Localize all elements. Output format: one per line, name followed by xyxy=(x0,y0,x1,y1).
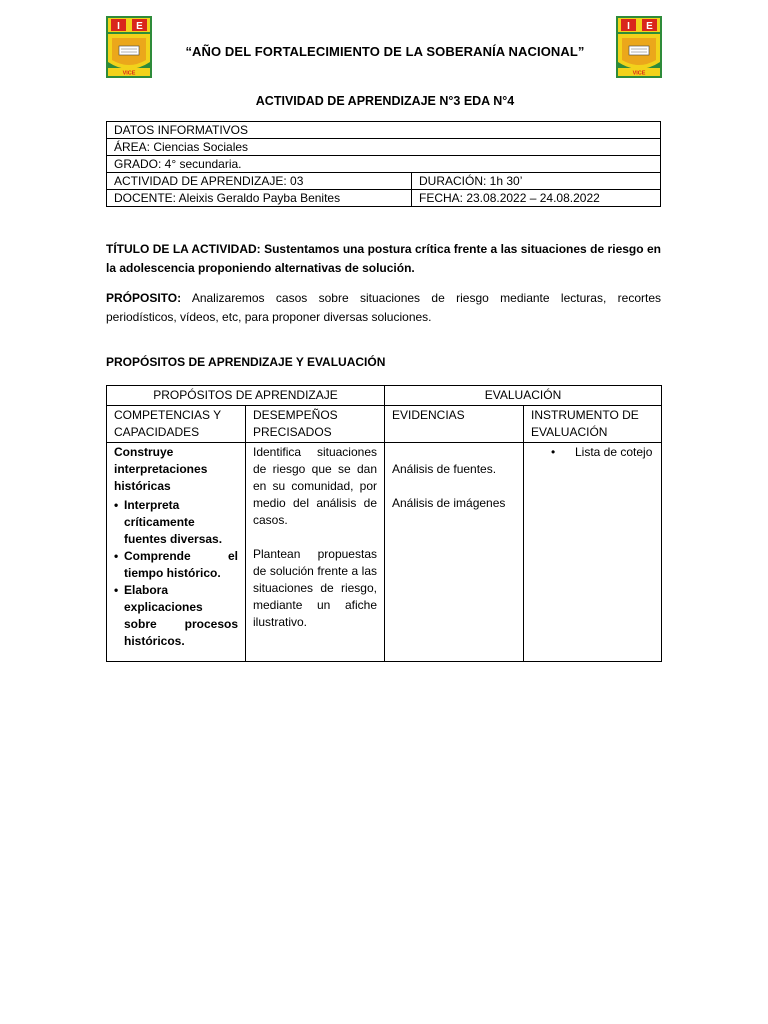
bullet-icon: • xyxy=(114,583,119,597)
performances-cell xyxy=(246,443,385,662)
column-header-evidences: EVIDENCIAS xyxy=(385,406,524,443)
table-row xyxy=(107,190,661,207)
table-row xyxy=(107,122,661,139)
competencies-cell xyxy=(107,443,246,662)
national-motto: “AÑO DEL FORTALECIMIENTO DE LA SOBERANÍA NACIONAL” xyxy=(185,44,585,59)
spacer xyxy=(392,444,516,461)
school-logo-right xyxy=(616,16,662,78)
logo-letter-i: I xyxy=(627,21,630,32)
table-row xyxy=(107,443,662,662)
learning-evaluation-table xyxy=(106,385,662,662)
section-heading: PROPÓSITOS DE APRENDIZAJE Y EVALUACIÓN xyxy=(106,355,386,369)
evidence-text: Análisis de fuentes. xyxy=(392,462,497,476)
table-row xyxy=(107,139,661,156)
table-row xyxy=(107,386,662,406)
bullet-icon: • xyxy=(114,549,119,563)
list-item xyxy=(551,444,654,461)
instrument-cell xyxy=(524,443,662,662)
purpose-text: Analizaremos casos sobre situaciones de riesgo mediante lecturas, recortes periodísticos, vídeos, etc, para proponer diversas soluciones. xyxy=(106,291,661,324)
activity-title-text: Sustentamos una postura crítica frente a las situaciones de riesgo en la adolescencia proponiendo alternativas de solución. xyxy=(106,242,661,275)
table-row xyxy=(107,173,661,190)
info-heading-cell: DATOS INFORMATIVOS xyxy=(107,122,661,139)
spacer xyxy=(253,529,377,546)
list-item xyxy=(114,497,238,548)
spacer xyxy=(392,478,516,495)
table-row xyxy=(107,156,661,173)
column-header-competencies: COMPETENCIAS Y CAPACIDADES xyxy=(107,406,246,443)
activity-number-cell: ACTIVIDAD DE APRENDIZAJE: 03 xyxy=(107,173,412,190)
info-table xyxy=(106,121,661,207)
grade-cell: GRADO: 4° secundaria. xyxy=(107,156,661,173)
column-header-performances: DESEMPEÑOS PRECISADOS xyxy=(246,406,385,443)
group-header-purposes: PROPÓSITOS DE APRENDIZAJE xyxy=(107,386,385,406)
capacity-text: Elabora explicaciones sobre procesos históricos. xyxy=(124,583,238,648)
bullet-icon: • xyxy=(551,445,556,459)
table-row xyxy=(107,406,662,443)
activity-title-paragraph xyxy=(106,240,661,278)
capacity-text: Comprende el tiempo histórico. xyxy=(124,549,238,580)
area-cell: ÁREA: Ciencias Sociales xyxy=(107,139,661,156)
column-header-instrument: INSTRUMENTO DE EVALUACIÓN xyxy=(524,406,662,443)
list-item xyxy=(114,582,238,650)
logo-letter-i: I xyxy=(117,21,120,32)
purpose-paragraph xyxy=(106,289,661,327)
list-item xyxy=(114,548,238,582)
competency-name: Construye interpretaciones históricas xyxy=(114,445,208,493)
date-cell: FECHA: 23.08.2022 – 24.08.2022 xyxy=(412,190,661,207)
capacity-text: Interpreta críticamente fuentes diversas. xyxy=(124,498,223,546)
performance-text: Plantean propuestas de solución frente a las situaciones de riesgo, mediante un afiche ilustrativo. xyxy=(253,547,377,629)
logo-caption: VICE xyxy=(122,70,136,77)
bullet-icon: • xyxy=(114,498,119,512)
instrument-text: Lista de cotejo xyxy=(575,445,653,459)
document-title: ACTIVIDAD DE APRENDIZAJE N°3 EDA N°4 xyxy=(255,94,515,108)
logo-caption: VICE xyxy=(632,70,646,77)
capacities-list xyxy=(114,497,238,650)
logo-letter-e: E xyxy=(646,21,653,32)
instrument-list xyxy=(531,444,654,461)
performance-text: Identifica situaciones de riesgo que se dan en su comunidad, por medio del análisis de casos. xyxy=(253,445,377,527)
activity-title-label: TÍTULO DE LA ACTIVIDAD: xyxy=(106,242,261,256)
evidences-cell xyxy=(385,443,524,662)
teacher-cell: DOCENTE: Aleixis Geraldo Payba Benites xyxy=(107,190,412,207)
school-logo-left xyxy=(106,16,152,78)
duration-cell: DURACIÓN: 1h 30’ xyxy=(412,173,661,190)
logo-letter-e: E xyxy=(136,21,143,32)
evidence-text: Análisis de imágenes xyxy=(392,496,506,510)
purpose-label: PRÓPOSITO: xyxy=(106,291,182,305)
group-header-evaluation: EVALUACIÓN xyxy=(385,386,662,406)
